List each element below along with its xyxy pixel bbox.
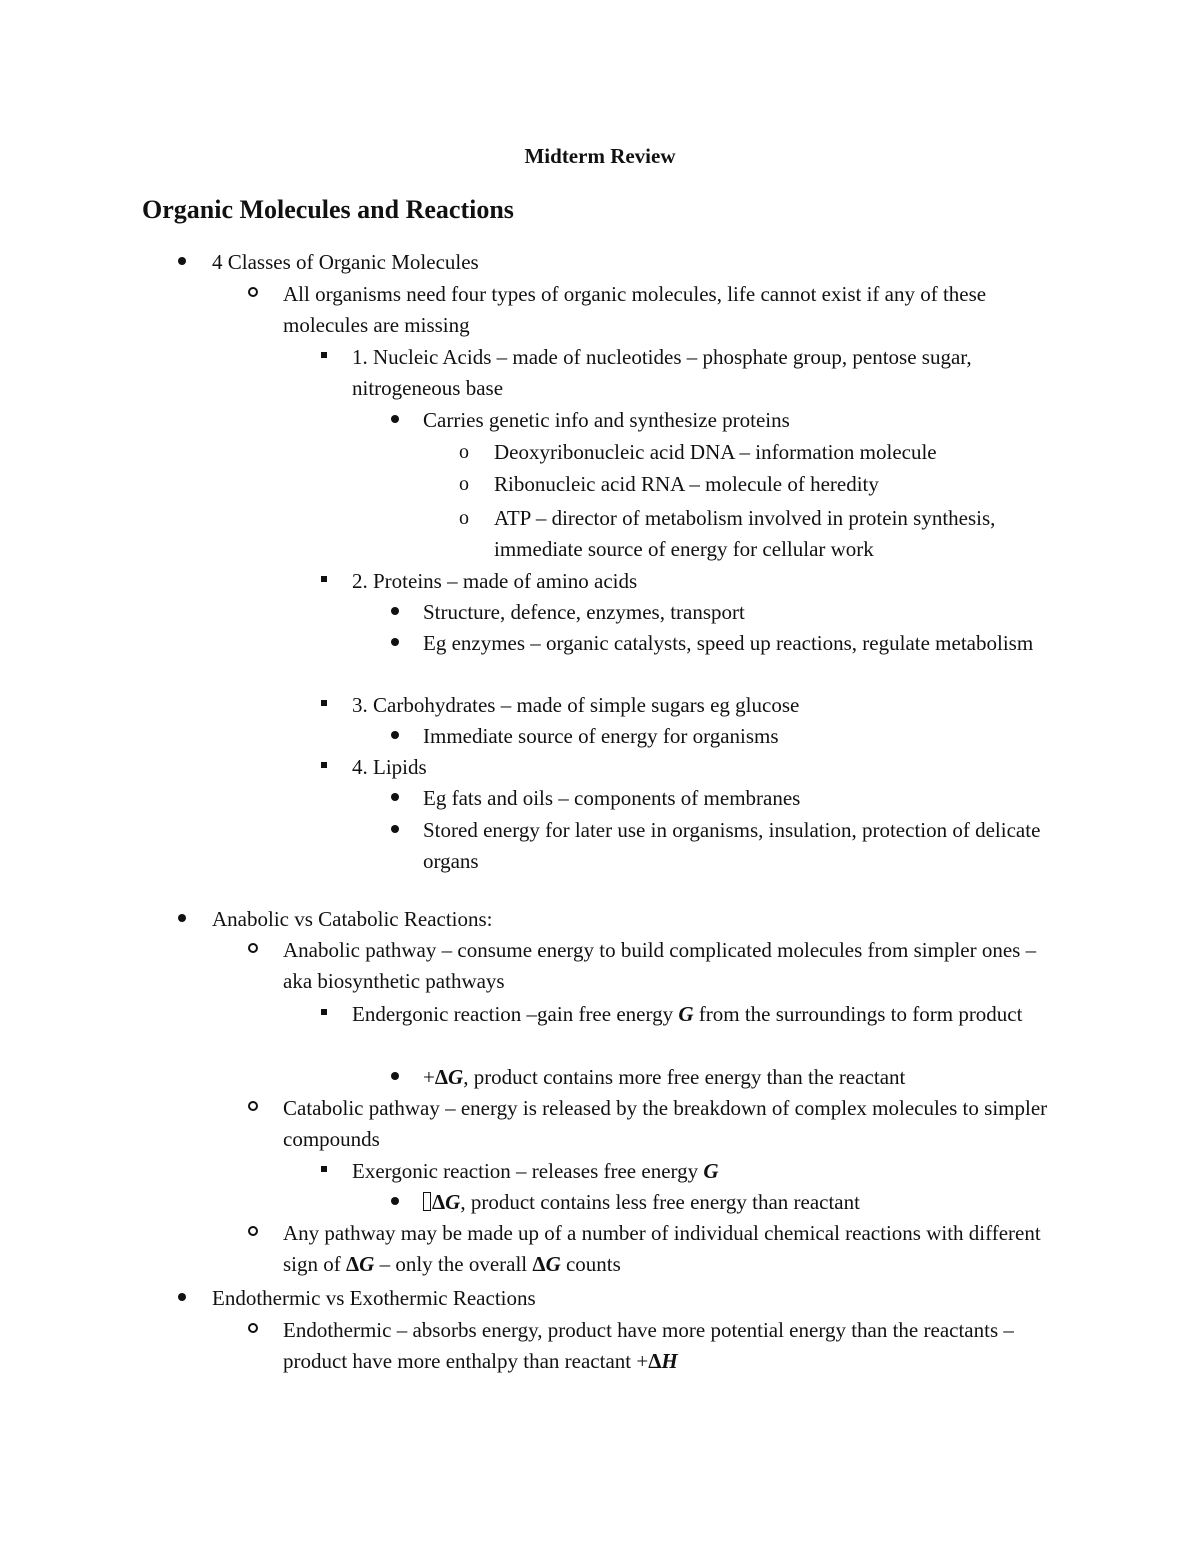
list-item: [352, 1156, 1060, 1187]
list-item: [212, 1283, 1060, 1314]
list-item: [352, 999, 1060, 1030]
item-text: Carries genetic info and synthesize proteins: [423, 408, 790, 432]
list-item: [459, 503, 1060, 565]
item-text: Eg enzymes – organic catalysts, speed up reactions, regulate metabolism: [423, 631, 1034, 655]
item-text: Eg fats and oils – components of membranes: [423, 786, 801, 810]
list-item: [283, 1093, 1060, 1155]
list-item: [459, 437, 1060, 468]
list-item: [283, 935, 1060, 997]
delta-symbol: Δ: [346, 1252, 360, 1276]
document-title: Midterm Review: [524, 144, 676, 168]
item-text: All organisms need four types of organic molecules, life cannot exist if any of these molecules are missing: [283, 282, 987, 337]
bullet-dot-icon: [383, 783, 407, 814]
delta-symbol: Δ: [434, 1065, 449, 1089]
list-item: [283, 1315, 1060, 1377]
item-text: Endothermic vs Exothermic Reactions: [212, 1286, 536, 1310]
bullet-dot-icon: [383, 628, 407, 659]
item-text: Anabolic pathway – consume energy to build complicated molecules from simpler ones – aka biosynthetic pathways: [283, 938, 1037, 993]
list-item: [423, 1062, 1060, 1093]
bullet-square-icon: [312, 690, 336, 721]
list-item: [283, 1218, 1060, 1280]
bullet-dot-icon: [383, 405, 407, 436]
bullet-square-icon: [312, 342, 336, 373]
list-item: [352, 690, 1060, 721]
free-energy-symbol: G: [448, 1065, 464, 1089]
item-text: Anabolic vs Catabolic Reactions:: [212, 907, 493, 931]
bullet-letter-o-icon: o: [459, 473, 469, 495]
bullet-dot-icon: [170, 1283, 194, 1314]
item-text: 1. Nucleic Acids – made of nucleotides – phosphate group, pentose sugar, nitrogeneous base: [352, 345, 972, 400]
item-text: 3. Carbohydrates – made of simple sugars eg glucose: [352, 693, 800, 717]
item-text: 4. Lipids: [352, 755, 427, 779]
delta-symbol: Δ: [648, 1349, 662, 1373]
bullet-dot-icon: [383, 1062, 407, 1093]
missing-glyph-icon: [423, 1192, 431, 1211]
item-text: Any pathway may be made up of a number of individual chemical reactions with different sign of: [283, 1221, 1041, 1276]
list-item: [423, 783, 1060, 814]
bullet-dot-icon: [170, 904, 194, 935]
item-text: Exergonic reaction – releases free energy: [352, 1159, 704, 1183]
bullet-square-icon: [312, 999, 336, 1030]
section-heading: Organic Molecules and Reactions: [142, 195, 514, 224]
item-text: Endergonic reaction –gain free energy: [352, 1002, 679, 1026]
bullet-ring-icon: [241, 1093, 265, 1124]
bullet-letter-o-icon: o: [459, 507, 469, 529]
item-text: 4 Classes of Organic Molecules: [212, 250, 479, 274]
free-energy-symbol: G: [678, 1002, 694, 1026]
free-energy-symbol: G: [545, 1252, 561, 1276]
list-item: [423, 815, 1060, 877]
bullet-dot-icon: [383, 597, 407, 628]
bullet-ring-icon: [241, 279, 265, 310]
item-text: – only the overall: [374, 1252, 533, 1276]
bullet-dot-icon: [383, 721, 407, 752]
bullet-square-icon: [312, 1156, 336, 1187]
item-text: Deoxyribonucleic acid DNA – information molecule: [494, 440, 937, 464]
enthalpy-symbol: H: [661, 1349, 678, 1373]
item-text: 2. Proteins – made of amino acids: [352, 569, 638, 593]
list-item: [459, 469, 1060, 500]
list-item: [423, 628, 1060, 659]
list-item: [352, 342, 1060, 404]
item-text: Structure, defence, enzymes, transport: [423, 600, 745, 624]
bullet-dot-icon: [383, 1187, 407, 1218]
bullet-square-icon: [312, 566, 336, 597]
list-item: [352, 752, 1060, 783]
delta-symbol: Δ: [532, 1252, 546, 1276]
item-text: from the surroundings to form product: [693, 1002, 1023, 1026]
bullet-letter-o-icon: o: [459, 441, 469, 463]
item-text: , product contains less free energy than reactant: [460, 1190, 860, 1214]
bullet-dot-icon: [170, 247, 194, 278]
item-text: counts: [560, 1252, 621, 1276]
plus-sign: +: [423, 1065, 435, 1089]
list-item: [352, 566, 1060, 597]
bullet-ring-icon: [241, 1218, 265, 1249]
delta-symbol: Δ: [432, 1190, 446, 1214]
list-item: [423, 405, 1060, 436]
list-item: [283, 279, 1060, 341]
free-energy-symbol: G: [703, 1159, 719, 1183]
item-text: ATP – director of metabolism involved in protein synthesis, immediate source of energy for cellular work: [494, 506, 996, 561]
bullet-square-icon: [312, 752, 336, 783]
item-text: , product contains more free energy than the reactant: [463, 1065, 906, 1089]
list-item: [212, 247, 1060, 278]
list-item: [212, 904, 1060, 935]
item-text: Immediate source of energy for organisms: [423, 724, 779, 748]
plus-sign: +: [636, 1349, 649, 1373]
item-text: Stored energy for later use in organisms, insulation, protection of delicate organs: [423, 818, 1041, 873]
free-energy-symbol: G: [359, 1252, 375, 1276]
list-item: [423, 1187, 1060, 1218]
free-energy-symbol: G: [445, 1190, 461, 1214]
bullet-ring-icon: [241, 1315, 265, 1346]
list-item: [423, 597, 1060, 628]
item-text: Catabolic pathway – energy is released by the breakdown of complex molecules to simpler compounds: [283, 1096, 1048, 1151]
bullet-dot-icon: [383, 815, 407, 846]
list-item: [423, 721, 1060, 752]
item-text: Ribonucleic acid RNA – molecule of heredity: [494, 472, 879, 496]
bullet-ring-icon: [241, 935, 265, 966]
item-text: Endothermic – absorbs energy, product have more potential energy than the reactants – product have more enthalpy than reactant: [283, 1318, 1014, 1373]
